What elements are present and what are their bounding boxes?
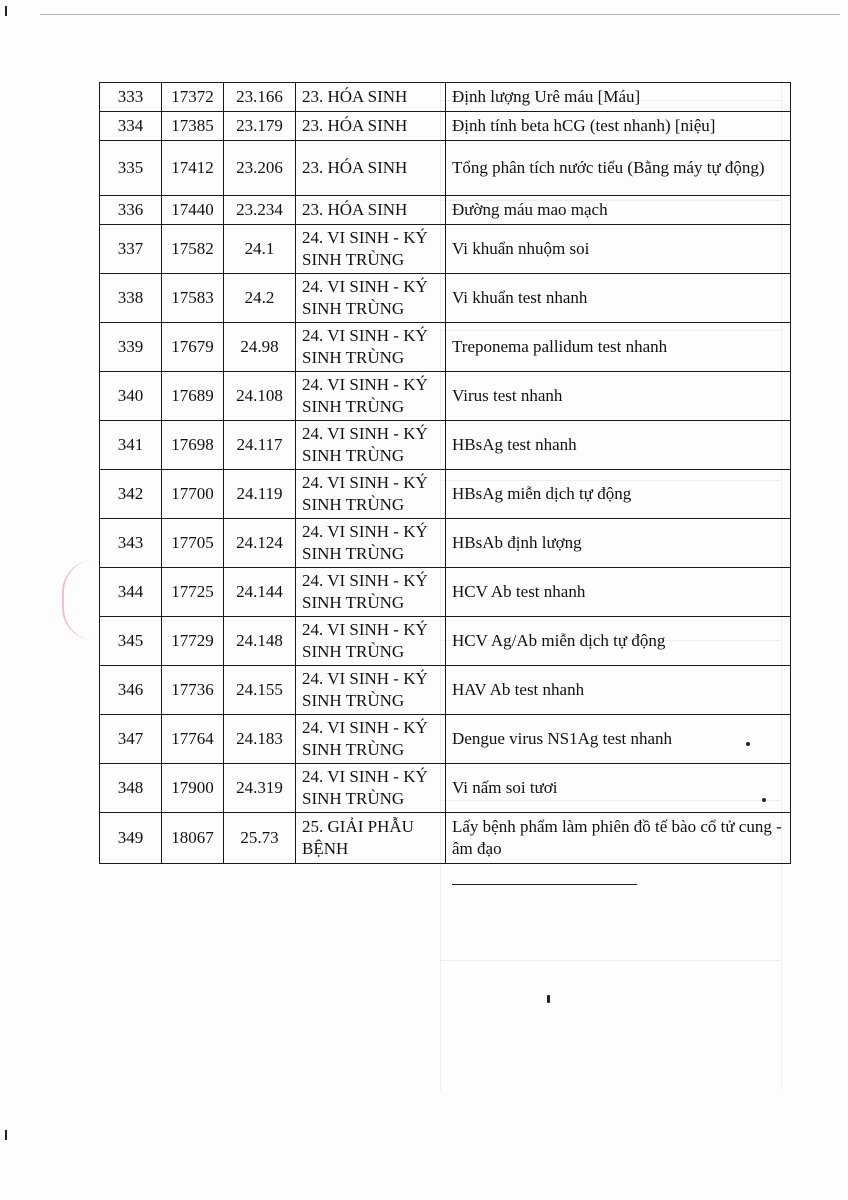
service-code-cell: 24.108 [224,372,296,421]
table-row [100,813,791,864]
table-row [100,225,791,274]
row-number-cell: 347 [100,715,162,764]
row-number-cell: 348 [100,764,162,813]
service-code-cell: 23.234 [224,196,296,225]
table-row [100,83,791,112]
service-id-cell: 17582 [162,225,224,274]
service-code-cell: 24.2 [224,274,296,323]
service-code-cell: 24.155 [224,666,296,715]
row-number-cell: 349 [100,813,162,864]
category-cell: 23. HÓA SINH [296,83,446,112]
service-name-cell: HCV Ag/Ab miễn dịch tự động [446,617,791,666]
row-number-cell: 341 [100,421,162,470]
service-id-cell: 17700 [162,470,224,519]
scan-speck [547,995,550,1003]
service-code-cell: 23.206 [224,141,296,196]
service-code-cell: 25.73 [224,813,296,864]
row-number-cell: 342 [100,470,162,519]
service-name-cell: HCV Ab test nhanh [446,568,791,617]
table-row [100,666,791,715]
service-id-cell: 18067 [162,813,224,864]
service-code-cell: 23.166 [224,83,296,112]
service-id-cell: 17385 [162,112,224,141]
service-name-cell: Treponema pallidum test nhanh [446,323,791,372]
service-id-cell: 17679 [162,323,224,372]
category-cell: 23. HÓA SINH [296,112,446,141]
service-id-cell: 17900 [162,764,224,813]
category-cell: 24. VI SINH - KÝ SINH TRÙNG [296,715,446,764]
row-number-cell: 334 [100,112,162,141]
service-name-cell: HBsAb định lượng [446,519,791,568]
category-cell: 24. VI SINH - KÝ SINH TRÙNG [296,519,446,568]
category-cell: 23. HÓA SINH [296,141,446,196]
category-cell: 24. VI SINH - KÝ SINH TRÙNG [296,274,446,323]
end-of-table-rule [452,884,637,885]
category-cell: 24. VI SINH - KÝ SINH TRÙNG [296,666,446,715]
service-code-cell: 24.117 [224,421,296,470]
service-name-cell: HAV Ab test nhanh [446,666,791,715]
row-number-cell: 344 [100,568,162,617]
service-name-cell: Lấy bệnh phẩm làm phiên đồ tế bào cổ tử cung - âm đạo [446,813,791,864]
table-row [100,764,791,813]
service-name-cell: Vi khuẩn nhuộm soi [446,225,791,274]
table-row [100,323,791,372]
service-code-cell: 24.1 [224,225,296,274]
service-code-cell: 23.179 [224,112,296,141]
service-id-cell: 17764 [162,715,224,764]
table-row [100,112,791,141]
category-cell: 24. VI SINH - KÝ SINH TRÙNG [296,372,446,421]
service-id-cell: 17729 [162,617,224,666]
category-cell: 24. VI SINH - KÝ SINH TRÙNG [296,470,446,519]
table-row [100,421,791,470]
category-cell: 24. VI SINH - KÝ SINH TRÙNG [296,323,446,372]
service-id-cell: 17725 [162,568,224,617]
row-number-cell: 335 [100,141,162,196]
service-id-cell: 17583 [162,274,224,323]
service-code-cell: 24.124 [224,519,296,568]
service-name-cell: Định tính beta hCG (test nhanh) [niệu] [446,112,791,141]
scan-mark-bottom-left [5,1130,7,1140]
service-name-cell: Vi khuẩn test nhanh [446,274,791,323]
row-number-cell: 340 [100,372,162,421]
category-cell: 24. VI SINH - KÝ SINH TRÙNG [296,225,446,274]
service-name-cell: Virus test nhanh [446,372,791,421]
service-code-cell: 24.144 [224,568,296,617]
row-number-cell: 345 [100,617,162,666]
category-cell: 24. VI SINH - KÝ SINH TRÙNG [296,617,446,666]
service-name-cell: Vi nấm soi tươi [446,764,791,813]
table-row [100,141,791,196]
service-id-cell: 17736 [162,666,224,715]
category-cell: 24. VI SINH - KÝ SINH TRÙNG [296,764,446,813]
service-name-cell: Định lượng Urê máu [Máu] [446,83,791,112]
category-cell: 24. VI SINH - KÝ SINH TRÙNG [296,421,446,470]
service-name-cell: HBsAg test nhanh [446,421,791,470]
service-table [99,82,791,864]
table-row [100,617,791,666]
service-name-cell: Tổng phân tích nước tiểu (Bằng máy tự động) [446,141,791,196]
scan-mark-top-left [5,6,7,16]
service-name-cell: HBsAg miễn dịch tự động [446,470,791,519]
scan-speck [746,742,750,746]
row-number-cell: 346 [100,666,162,715]
faded-stamp-mark [62,560,94,640]
row-number-cell: 339 [100,323,162,372]
service-id-cell: 17412 [162,141,224,196]
row-number-cell: 338 [100,274,162,323]
service-code-cell: 24.119 [224,470,296,519]
table-row [100,470,791,519]
table-row [100,568,791,617]
table-row [100,372,791,421]
row-number-cell: 336 [100,196,162,225]
row-number-cell: 337 [100,225,162,274]
service-name-cell: Dengue virus NS1Ag test nhanh [446,715,791,764]
service-code-cell: 24.183 [224,715,296,764]
service-id-cell: 17372 [162,83,224,112]
scan-speck [762,798,766,802]
table-row [100,519,791,568]
service-id-cell: 17689 [162,372,224,421]
category-cell: 25. GIẢI PHẪU BỆNH [296,813,446,864]
service-id-cell: 17698 [162,421,224,470]
table-row [100,274,791,323]
service-name-cell: Đường máu mao mạch [446,196,791,225]
scan-mark-top-rule [40,14,840,15]
row-number-cell: 343 [100,519,162,568]
service-id-cell: 17440 [162,196,224,225]
table-row [100,715,791,764]
category-cell: 24. VI SINH - KÝ SINH TRÙNG [296,568,446,617]
service-code-cell: 24.98 [224,323,296,372]
table-row [100,196,791,225]
row-number-cell: 333 [100,83,162,112]
category-cell: 23. HÓA SINH [296,196,446,225]
service-code-cell: 24.148 [224,617,296,666]
table-body [100,83,791,864]
service-id-cell: 17705 [162,519,224,568]
service-code-cell: 24.319 [224,764,296,813]
